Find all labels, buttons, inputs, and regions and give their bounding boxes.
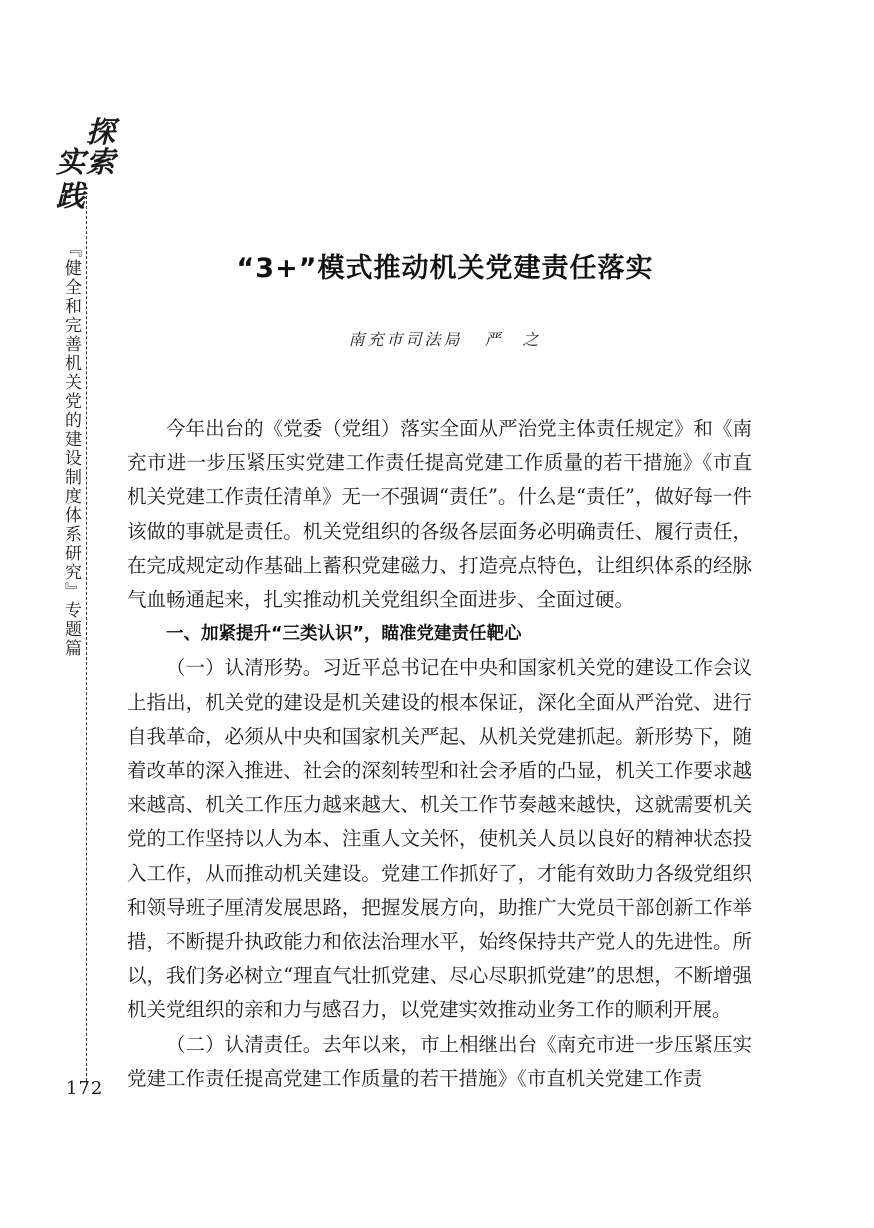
brand-char-suo: 索 <box>86 145 116 179</box>
body-paragraph-1: （一）认清形势。习近平总书记在中央和国家机关党的建设工作会议上指出，机关党的建设是机关建设的根本保证，深化全面从严治党、进行自我革命，必须从中央和国家机关严起、从机关党建抓起。新形势下，随着改革的深入推进、社会的深刻转型和社会矛盾的凸显，机关工作要求越来越高、机关工作压力越来越大、机关工作节奏越来越快，这就需要机关党的工作坚持以人为本、注重人文关怀，使机关人员以良好的精神状态投入工作，从而推动机关建设。党建工作抓好了，才能有效助力各级党组织和领导班子厘清发展思路，把握发展方向，助推广大党员干部创新工作举措，不断提升执政能力和依法治理水平，始终保持共产党人的先进性。所以，我们务必树立“理直气壮抓党建、尽心尽职抓党建”的思想，不断增强机关党组织的亲和力与感召力，以党建实效推动业务工作的顺利开展。 <box>127 656 752 1022</box>
section-heading: 一、加紧提升“三类认识”，瞄准党建责任靶心 <box>166 624 522 645</box>
body-paragraph-2: （二）认清责任。去年以来，市上相继出台《南充市进一步压紧压实党建工作责任提高党建工作质量的若干措施》《市直机关党建工作责 <box>127 1032 752 1090</box>
sidebar-section-caption: 『健全和完善机关党的建设制度体系研究』专题篇 <box>61 240 81 658</box>
article-body <box>127 412 752 1096</box>
brand-char-tan: 探 <box>86 115 116 149</box>
article-title: “3+”模式推动机关党建责任落实 <box>236 253 654 284</box>
author-organization: 南充市司法局 <box>348 330 463 349</box>
intro-paragraph: 今年出台的《党委（党组）落实全面从严治党主体责任规定》和《南充市进一步压紧压实党建工作责任提高党建工作质量的若干措施》《市直机关党建工作责任清单》无一不强调“责任”。什么是“责任”，做好每一件该做的事就是责任。机关党组织的各级各层面务必明确责任、履行责任，在完成规定动作基础上蓄积党建磁力、打造亮点特色，让组织体系的经脉气血畅通起来，扎实推动机关党组织全面进步、全面过硬。 <box>127 417 752 612</box>
sidebar-dashed-divider <box>86 196 87 1086</box>
page-number: 172 <box>66 1078 104 1099</box>
brand-char-shi: 实 <box>56 145 86 179</box>
brand-char-jian: 践 <box>56 179 86 213</box>
author-name: 严 之 <box>484 330 542 349</box>
author-byline <box>130 327 760 350</box>
